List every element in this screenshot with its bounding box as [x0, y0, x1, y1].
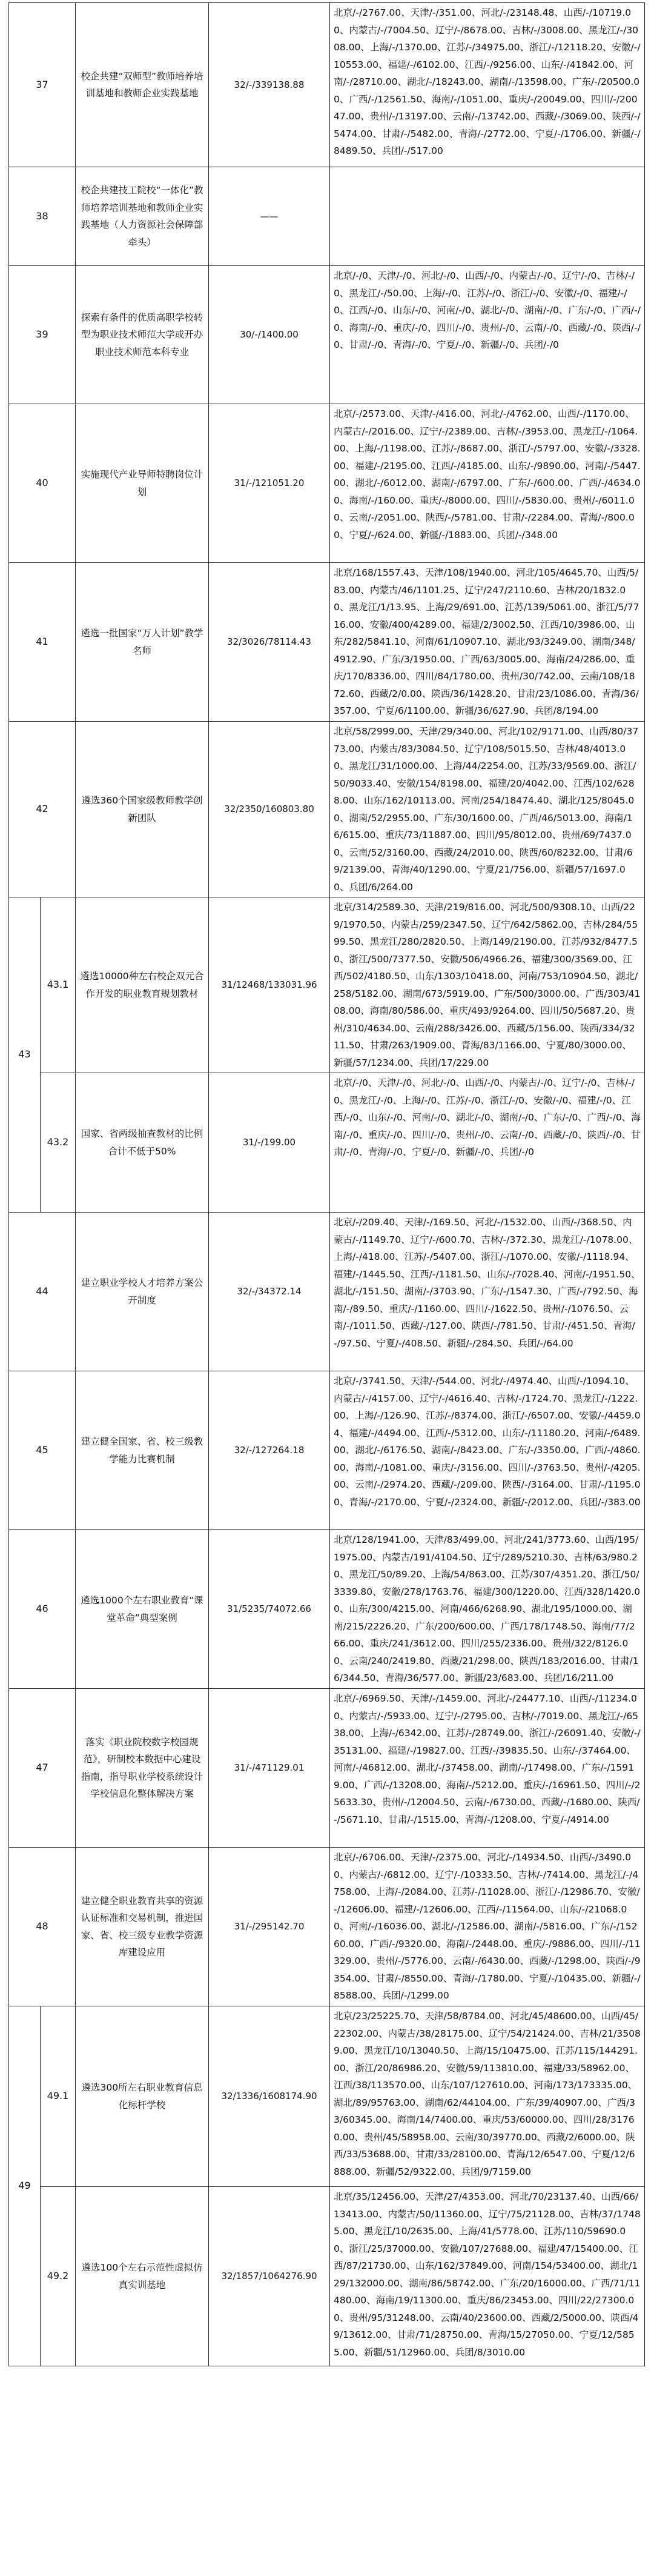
row-number: 42: [9, 722, 76, 897]
sub-row-number: 43.1: [41, 897, 76, 1073]
task-name: 校企共建技工院校“一体化”教师培养培训基地和教师企业实践基地（人力资源社会保障部牵头）: [76, 167, 209, 266]
table-row: [9, 1530, 645, 1689]
table-row: [9, 1213, 645, 1371]
province-breakdown: 北京/-/6969.50、天津/-/1459.00、河北/-/24477.10、山西/-/11234.00、内蒙古/-/5933.00、辽宁/-/2795.00、吉林/-/7019.00、黑龙江/-/6538.00、上海/-/6342.00、江苏/-/28749.00、浙江/-/26091.40、安徽/-/35131.00、福建/-/19827.00、江西/-/39835.50、山东/-/37464.00、河南/-/46812.00、湖北/-/37458.00、湖南/-/17498.00、广东/-/15919.00、广西/-/13208.00、海南/-/5212.00、重庆/-/16961.50、四川/-/25633.30、贵州/-/12004.50、云南/-/6730.00、西藏/-/1680.00、陕西/-/5671.10、甘肃/-/1515.00、青海/-/1208.00、宁夏/-/4914.00: [330, 1689, 645, 1848]
plan-table: [8, 2, 645, 2366]
task-name: 遴选100个左右示范性虚拟仿真实训基地: [76, 2187, 209, 2366]
row-number: 48: [9, 1848, 76, 2006]
row-number: 38: [9, 167, 76, 266]
province-breakdown: [330, 167, 645, 266]
table-row: [9, 1848, 645, 2006]
task-name: 遴选300所左右职业教育信息化标杆学校: [76, 2006, 209, 2187]
table-row: [9, 3, 645, 167]
table-row: [9, 1689, 645, 1848]
province-breakdown: 北京/-/209.40、天津/-/169.50、河北/-/1532.00、山西/-/368.50、内蒙古/-/1149.70、辽宁/-/600.70、吉林/-/372.30、黑龙江/-/1078.00、上海/-/418.00、江苏/-/5407.00、浙江/-/1070.00、安徽/-/1118.94、福建/-/1445.50、江西/-/1181.50、山东/-/7028.40、河南/-/1951.50、湖北/-/151.50、湖南/-/3703.90、广东/-/1547.30、广西/-/792.50、海南/-/89.50、重庆/-/1160.00、四川/-/1622.50、贵州/-/1076.50、云南/-/1011.50、西藏/-/127.00、陕西/-/781.50、甘肃/-/451.50、青海/-/97.50、宁夏/-/408.50、新疆/-/284.50、兵团/-/64.00: [330, 1213, 645, 1371]
task-name: 国家、省两级抽查教材的比例合计不低于50%: [76, 1073, 209, 1213]
task-name: 遴选10000种左右校企双元合作开发的职业教育规划教材: [76, 897, 209, 1073]
task-totals: 32/1336/1608174.90: [209, 2006, 330, 2187]
task-totals: 32/-/127264.18: [209, 1371, 330, 1530]
task-name: 建立健全国家、省、校三级教学能力比赛机制: [76, 1371, 209, 1530]
task-totals: 32/-/339138.88: [209, 3, 330, 167]
row-number: 39: [9, 266, 76, 404]
province-breakdown: 北京/128/1941.00、天津/83/499.00、河北/241/3773.60、山西/195/1975.00、内蒙古/191/4104.50、辽宁/289/5210.30、吉林/63/980.20、黑龙江/50/89.20、上海/54/863.00、江苏/307/4351.20、浙江/50/3339.80、安徽/278/1763.76、福建/300/1220.00、江西/328/1420.00、山东/300/4215.00、河南/466/6268.90、湖北/195/1000.00、湖南/215/2226.20、广东/200/600.00、广西/178/1748.50、海南/77/266.00、重庆/241/3612.00、四川/255/2336.00、贵州/322/8126.00、云南/240/2419.80、西藏/21/298.00、陕西/183/2016.00、甘肃/16/344.50、青海/36/577.00、新疆/23/683.00、兵团/16/211.00: [330, 1530, 645, 1689]
task-totals: 31/12468/133031.96: [209, 897, 330, 1073]
table-row: [9, 1073, 645, 1213]
table-row: [9, 563, 645, 722]
row-number: 49: [9, 2006, 41, 2366]
province-breakdown: 北京/58/2999.00、天津/29/340.00、河北/102/9171.00、山西/80/3773.00、内蒙古/83/3084.50、辽宁/108/5015.50、吉林/48/4013.00、黑龙江/31/1000.00、上海/44/2254.00、江苏/33/9569.00、浙江/50/9033.40、安徽/154/8198.00、福建/20/4042.00、江西/102/6288.00、山东/162/10113.00、河南/254/18474.40、湖北/125/8045.00、湖南/52/2955.00、广东/30/1600.00、广西/46/5013.00、海南/16/615.00、重庆/73/11887.00、四川/95/8012.00、贵州/69/7437.00、云南/52/3160.00、西藏/24/2010.00、陕西/60/8232.00、甘肃/69/2139.00、青海/40/1290.00、宁夏/21/756.00、新疆/57/1697.00、兵团/6/264.00: [330, 722, 645, 897]
row-number: 40: [9, 404, 76, 563]
task-name: 探索有条件的优质高职学校转型为职业技术师范大学或开办职业技术师范本科专业: [76, 266, 209, 404]
task-totals: 32/1857/1064276.90: [209, 2187, 330, 2366]
table-row: [9, 722, 645, 897]
row-number: 43: [9, 897, 41, 1213]
province-breakdown: 北京/-/0、天津/-/0、河北/-/0、山西/-/0、内蒙古/-/0、辽宁/-/0、吉林/-/0、黑龙江/-/50.00、上海/-/0、江苏/-/0、浙江/-/0、安徽/-/0、福建/-/0、江西/-/0、山东/-/0、河南/-/0、湖北/-/0、湖南/-/0、广东/-/0、广西/-/0、海南/-/0、重庆/-/0、四川/-/0、贵州/-/0、云南/-/0、西藏/-/0、陕西/-/0、甘肃/-/0、青海/-/0、宁夏/-/0、新疆/-/0、兵团/-/0: [330, 266, 645, 404]
task-name: 遴选一批国家“万人计划”教学名师: [76, 563, 209, 722]
task-name: 遴选1000个左右职业教育“课堂革命”典型案例: [76, 1530, 209, 1689]
task-name: 建立职业学校人才培养方案公开制度: [76, 1213, 209, 1371]
province-breakdown: 北京/-/2573.00、天津/-/416.00、河北/-/4762.00、山西/-/1170.00、内蒙古/-/2016.00、辽宁/-/2389.00、吉林/-/3953.00、黑龙江/-/1064.00、上海/-/1198.00、江苏/-/8687.00、浙江/-/5797.00、安徽/-/3328.00、福建/-/2195.00、江西/-/4185.00、山东/-/9890.00、河南/-/5447.00、湖北/-/6012.00、湖南/-/6797.00、广东/-/600.00、广西/-/4634.00、海南/-/160.00、重庆/-/8000.00、四川/-/5830.00、贵州/-/6011.00、云南/-/2051.00、陕西/-/5781.00、甘肃/-/2284.00、青海/-/800.00、宁夏/-/624.00、新疆/-/1883.00、兵团/-/348.00: [330, 404, 645, 563]
row-number: 47: [9, 1689, 76, 1848]
task-totals: 32/-/34372.14: [209, 1213, 330, 1371]
province-breakdown: 北京/-/2767.00、天津/-/351.00、河北/-/23148.48、山西/-/10719.00、内蒙古/-/7004.50、辽宁/-/8678.00、吉林/-/3008.00、黑龙江/-/3008.00、上海/-/1370.00、江苏/-/34975.00、浙江/-/12118.20、安徽/-/10553.00、福建/-/6102.00、江西/-/9256.00、山东/-/41842.00、河南/-/28710.00、湖北/-/18243.00、湖南/-/13598.00、广东/-/20500.00、广西/-/12561.50、海南/-/1051.00、重庆/-/20049.00、四川/-/20047.00、贵州/-/13197.00、云南/-/13742.00、西藏/-/3069.00、陕西/-/5474.00、甘肃/-/5482.00、青海/-/2772.00、宁夏/-/1706.00、新疆/-/8489.50、兵团/-/517.00: [330, 3, 645, 167]
province-breakdown: 北京/-/3741.50、天津/-/544.00、河北/-/4974.40、山西/-/1094.10、内蒙古/-/4157.00、辽宁/-/4616.40、吉林/-/1724.70、黑龙江/-/1222.00、上海/-/126.90、江苏/-/8374.00、浙江/-/6507.00、安徽/-/4459.04、福建/-/4494.00、江西/-/5312.00、山东/-/11180.20、河南/-/6489.00、湖北/-/6176.50、湖南/-/8423.00、广东/-/3350.00、广西/-/4860.00、海南/-/1081.00、重庆/-/3156.00、四川/-/3763.50、贵州/-/4205.00、云南/-/2974.20、西藏/-/209.00、陕西/-/3164.00、甘肃/-/1195.00、青海/-/2170.00、宁夏/-/2324.00、新疆/-/2012.00、兵团/-/383.00: [330, 1371, 645, 1530]
row-number: 46: [9, 1530, 76, 1689]
sub-row-number: 49.1: [41, 2006, 76, 2187]
task-totals: 31/-/295142.70: [209, 1848, 330, 2006]
task-totals: 32/3026/78114.43: [209, 563, 330, 722]
task-name: 实施现代产业导师特聘岗位计划: [76, 404, 209, 563]
table-row: [9, 404, 645, 563]
task-totals: 31/-/121051.20: [209, 404, 330, 563]
task-totals: 30/-/1400.00: [209, 266, 330, 404]
province-breakdown: 北京/314/2589.30、天津/219/816.00、河北/500/9308.10、山西/229/1970.50、内蒙古/259/2347.50、辽宁/642/5862.00、吉林/284/5599.50、黑龙江/280/2820.50、上海/149/2190.00、江苏/932/8477.50、浙江/500/7377.50、安徽/506/4966.26、福建/300/3569.00、江西/502/4180.50、山东/1303/10418.00、河南/753/10904.50、湖北/258/5182.00、湖南/673/5919.00、广东/500/3000.00、广西/303/4108.00、海南/80/586.00、重庆/493/9264.00、四川/50/5687.20、贵州/310/4634.00、云南/288/3426.00、西藏/5/156.00、陕西/334/3211.50、甘肃/263/1909.00、青海/83/1166.00、宁夏/80/3000.00、新疆/57/1234.00、兵团/17/229.00: [330, 897, 645, 1073]
table-row: [9, 266, 645, 404]
province-breakdown: 北京/168/1557.43、天津/108/1940.00、河北/105/4645.70、山西/5/83.00、内蒙古/46/1101.25、辽宁/247/2110.60、吉林/20/1832.00、黑龙江/1/13.95、上海/29/691.00、江苏/139/5061.00、浙江/5/7716.00、安徽/400/4289.00、福建/2/3002.50、江西/10/3986.00、山东/282/5841.10、河南/61/10907.10、湖北/93/3249.00、湖南/348/4912.90、广东/3/1950.00、广西/63/3005.00、海南/24/286.00、重庆/170/8336.00、四川/84/1780.00、贵州/30/742.00、云南/108/1872.60、西藏/2/0.00、陕西/36/1428.20、甘肃/23/1086.00、青海/36/357.00、宁夏/6/1100.00、新疆/36/627.90、兵团/8/194.00: [330, 563, 645, 722]
province-breakdown: 北京/-/0、天津/-/0、河北/-/0、山西/-/0、内蒙古/-/0、辽宁/-/0、吉林/-/0、黑龙江/-/0、上海/-/0、江苏/-/0、浙江/-/0、安徽/-/0、福建/-/0、江西/-/0、山东/-/0、河南/-/0、湖北/-/0、湖南/-/0、广东/-/0、广西/-/0、海南/-/0、重庆/-/0、四川/-/0、贵州/-/0、云南/-/0、西藏/-/0、陕西/-/0、甘肃/-/0、青海/-/0、宁夏/-/0、新疆/-/0、兵团/-/0: [330, 1073, 645, 1213]
task-totals: 32/2350/160803.80: [209, 722, 330, 897]
task-name: 校企共建“双师型”教师培养培训基地和教师企业实践基地: [76, 3, 209, 167]
sub-row-number: 49.2: [41, 2187, 76, 2366]
task-name: 建立健全职业教育共享的资源认证标准和交易机制，推进国家、省、校三级专业教学资源库建设应用: [76, 1848, 209, 2006]
task-name: 遴选360个国家级教师教学创新团队: [76, 722, 209, 897]
province-breakdown: 北京/35/12456.00、天津/27/4353.00、河北/70/23137.40、山西/66/13413.00、内蒙古/50/11360.00、辽宁/75/21128.00、吉林/37/17485.00、黑龙江/10/2635.00、上海/41/5778.00、江苏/110/59690.00、浙江/25/37000.00、安徽/107/27688.00、福建/47/15400.00、江西/87/21730.00、山东/162/37849.00、河南/154/53400.00、湖北/129/132000.00、湖南/86/58742.00、广东/20/16000.00、广西/71/11480.00、海南/19/11300.00、重庆/86/23453.00、四川/22/27300.00、贵州/95/31248.00、云南/40/23600.00、西藏/2/5000.00、陕西/49/13612.00、甘肃/71/28750.00、青海/15/27050.00、宁夏/12/5855.00、新疆/51/12960.00、兵团/8/3010.00: [330, 2187, 645, 2366]
province-breakdown: 北京/23/25225.70、天津/58/8784.00、河北/45/48600.00、山西/45/22302.00、内蒙古/38/28175.00、辽宁/54/21424.00、吉林/21/35089.00、黑龙江/10/13040.50、上海/15/10475.00、江苏/115/144291.00、浙江/20/86986.20、安徽/59/113810.00、福建/33/58962.00、江西/38/113570.00、山东/107/127610.00、河南/173/173335.00、湖北/89/95763.00、湖南/62/44104.00、广东/39/40907.00、广西/33/60345.00、海南/14/7400.00、重庆/53/60000.00、四川/28/31760.00、贵州/45/58958.00、云南/30/39770.00、西藏/2/6000.00、陕西/33/53688.00、甘肃/33/28100.00、青海/12/6547.00、宁夏/12/6888.00、新疆/52/9322.00、兵团/9/7159.00: [330, 2006, 645, 2187]
row-number: 45: [9, 1371, 76, 1530]
table-row: [9, 167, 645, 266]
task-totals: 31/-/471129.01: [209, 1689, 330, 1848]
task-totals: 31/-/199.00: [209, 1073, 330, 1213]
row-number: 44: [9, 1213, 76, 1371]
task-totals: 31/5235/74072.66: [209, 1530, 330, 1689]
table-row: [9, 2187, 645, 2366]
sub-row-number: 43.2: [41, 1073, 76, 1213]
row-number: 41: [9, 563, 76, 722]
task-name: 落实《职业院校数字校园规范》，研制校本数据中心建设指南，指导职业学校系统设计学校信息化整体解决方案: [76, 1689, 209, 1848]
table-row: [9, 1371, 645, 1530]
task-totals: ——: [209, 167, 330, 266]
row-number: 37: [9, 3, 76, 167]
province-breakdown: 北京/-/6706.00、天津/-/2375.00、河北/-/14934.50、山西/-/3490.00、内蒙古/-/6812.00、辽宁/-/10333.50、吉林/-/7414.00、黑龙江/-/4758.00、上海/-/2084.00、江苏/-/11028.00、浙江/-/12986.70、安徽/-/12606.00、福建/-/12606.00、江西/-/11564.00、山东/-/21068.00、河南/-/16036.00、湖北/-/12586.00、湖南/-/5816.00、广东/-/15260.00、广西/-/9320.00、海南/-/2448.00、重庆/-/9886.00、四川/-/11329.00、贵州/-/5776.00、云南/-/6430.00、西藏/-/1298.00、陕西/-/9354.00、甘肃/-/8550.00、青海/-/1780.00、宁夏/-/10435.00、新疆/-/8588.00、兵团/-/1299.00: [330, 1848, 645, 2006]
table-row: [9, 897, 645, 1073]
table-row: [9, 2006, 645, 2187]
